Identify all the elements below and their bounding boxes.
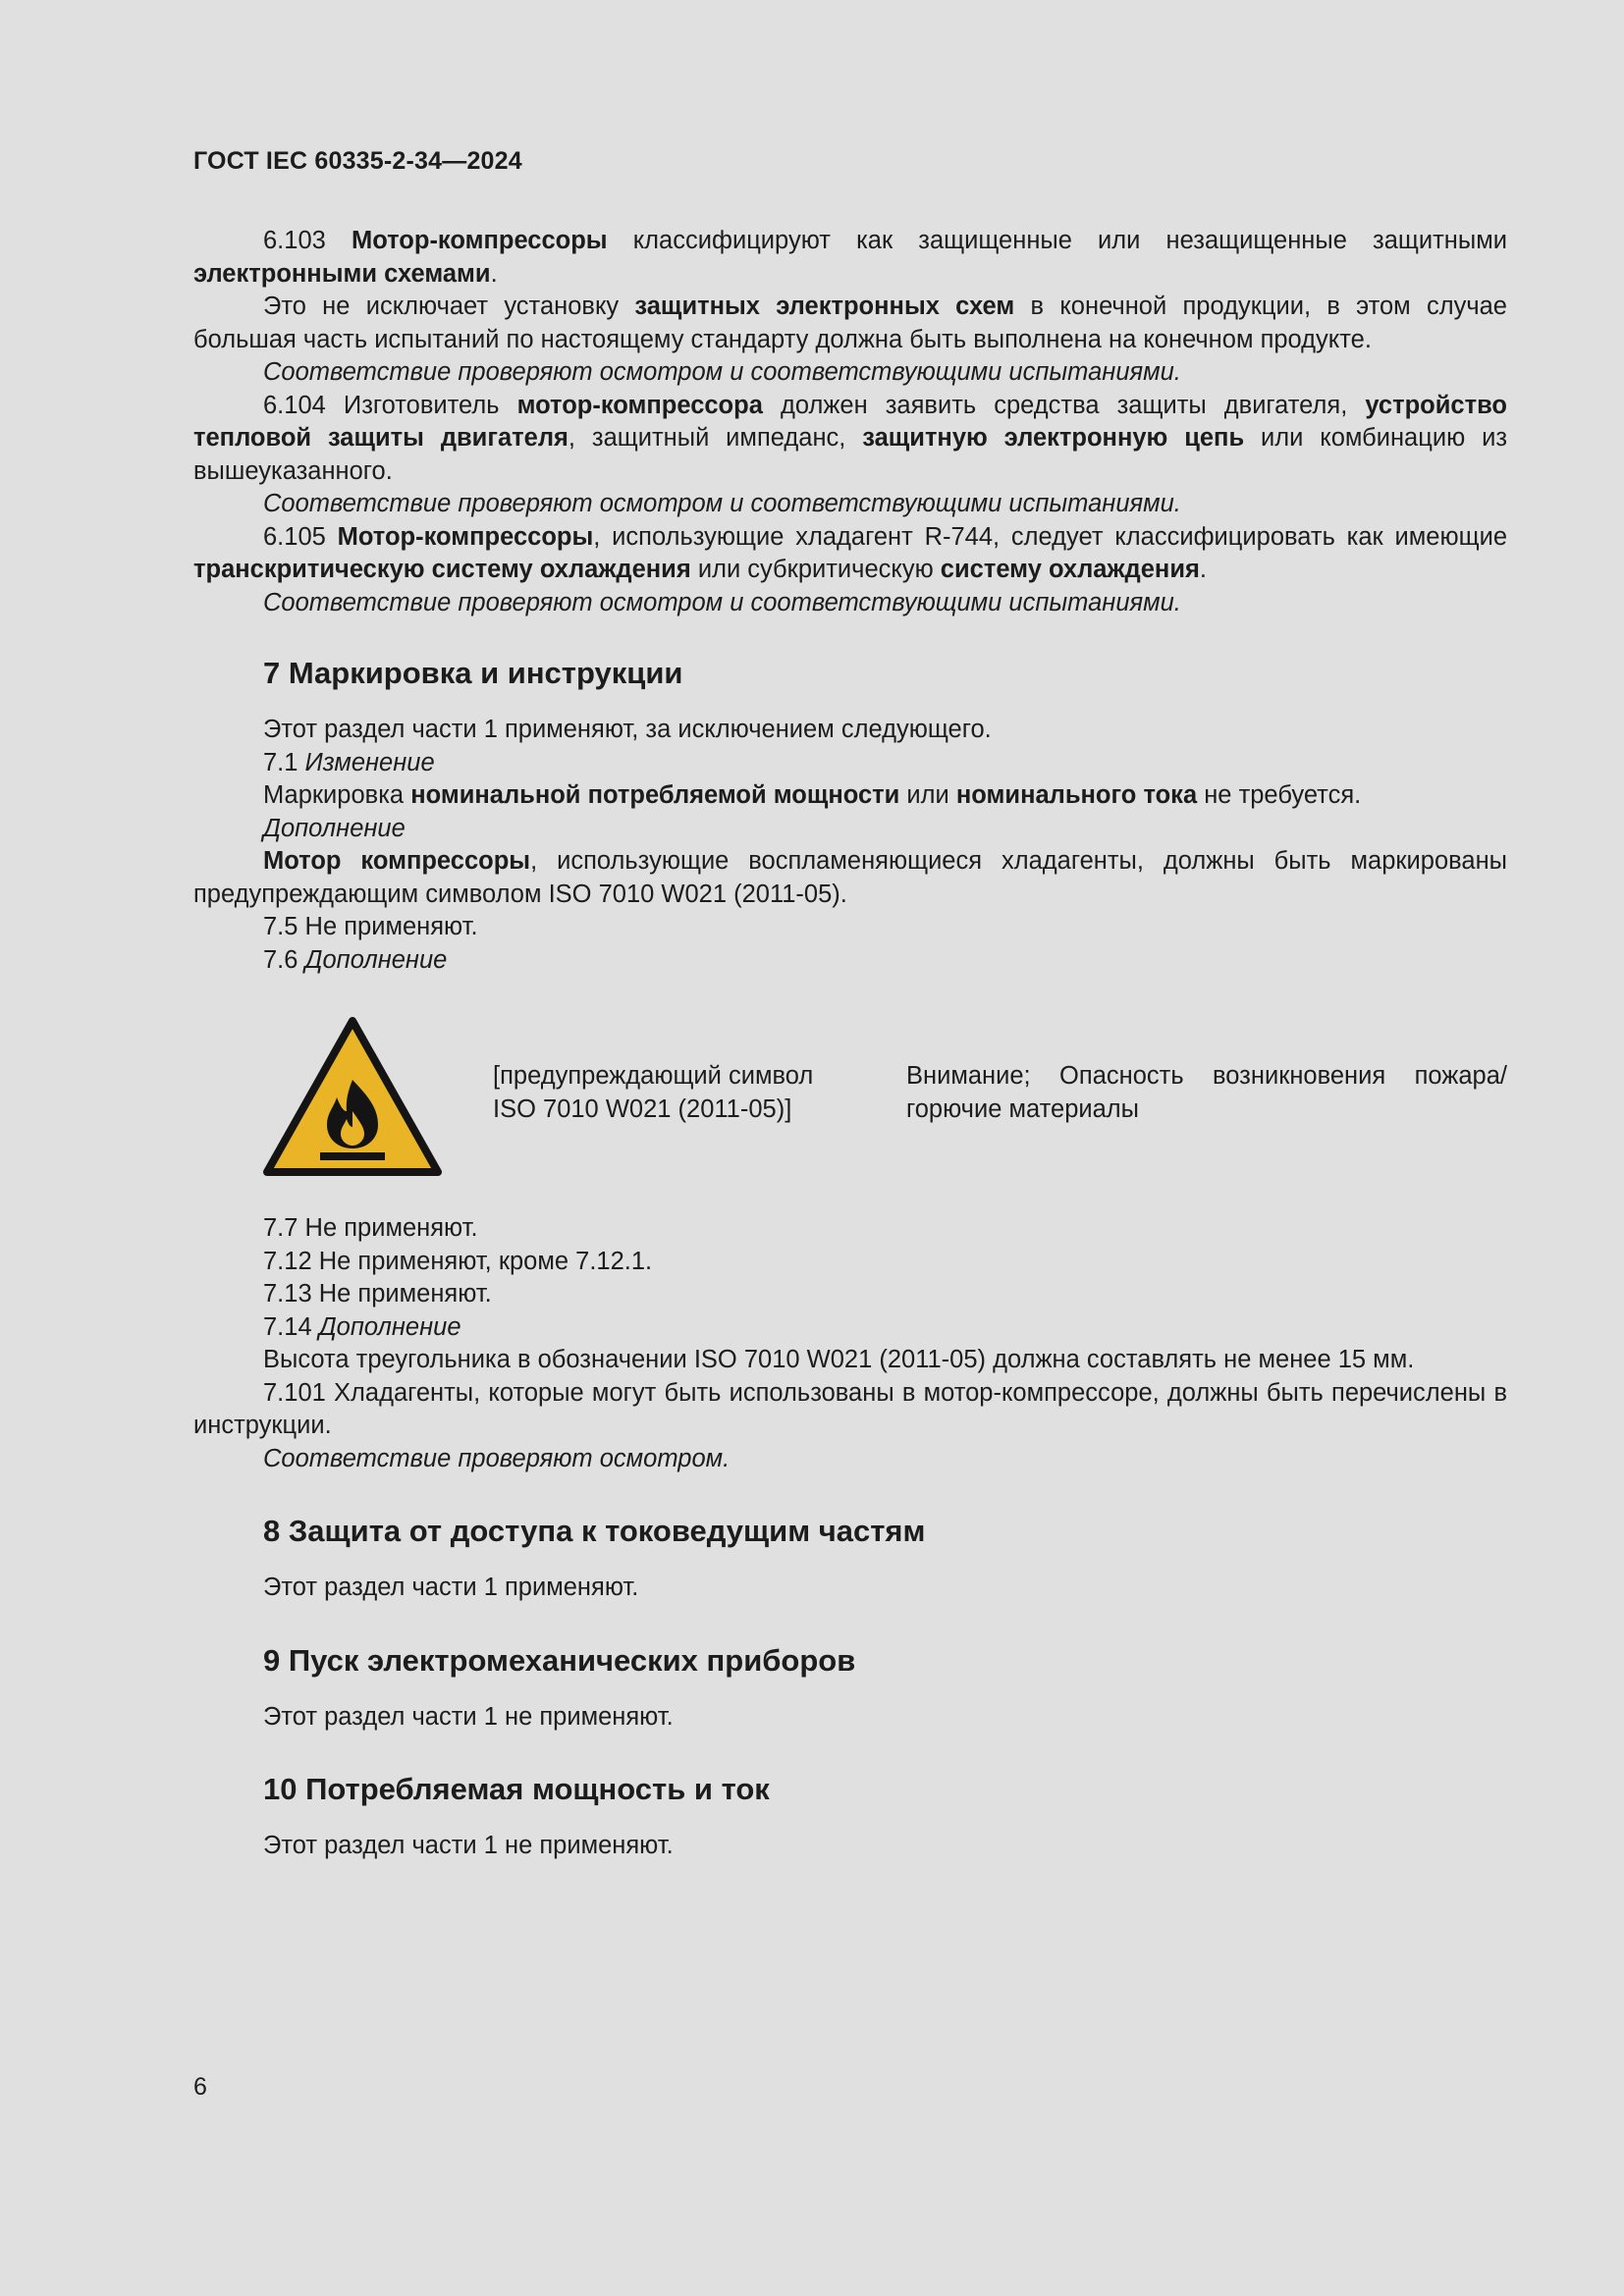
clause-7-12: 7.12 Не применяют, кроме 7.12.1. bbox=[263, 1247, 653, 1275]
paragraph-6-103: 6.103 Мотор-компрессоры классифицируют как защищенные или незащищенные защитными электронными схемами. bbox=[193, 227, 1507, 288]
paragraph-6-104: 6.104 Изготовитель мотор-компрессора должен заявить средства защиты двигателя, устройство тепловой защиты двигателя, защитный импеданс, защитную электронную цепь или комбинацию из вышеуказанного. bbox=[193, 391, 1508, 485]
clause-7-1-motor: Мотор компрессоры, использующие воспламеняющиеся хладагенты, должны быть маркированы предупреждающим символом ISO 7010 W021 (2011-05). bbox=[193, 847, 1507, 908]
clause-7-1-addition: Дополнение bbox=[263, 814, 406, 842]
section-10-heading: 10 Потребляемая мощность и ток bbox=[263, 1772, 770, 1806]
section-8-heading: 8 Защита от доступа к токоведущим частям bbox=[263, 1514, 926, 1548]
section-10-text: Этот раздел части 1 не применяют. bbox=[263, 1832, 674, 1859]
section-8-text: Этот раздел части 1 применяют. bbox=[263, 1574, 639, 1601]
page-content bbox=[193, 225, 1507, 1863]
clause-7-14-height: Высота треугольника в обозначении ISO 7010 W021 (2011-05) должна составлять не менее 15 мм. bbox=[263, 1346, 1415, 1373]
clause-7-14: 7.14 Дополнение bbox=[263, 1312, 461, 1341]
compliance-7-101: Соответствие проверяют осмотром. bbox=[263, 1444, 731, 1472]
section-9-text: Этот раздел части 1 не применяют. bbox=[263, 1702, 674, 1731]
paragraph-6-105: 6.105 Мотор-компрессоры, использующие хладагент R-744, следует классифицировать как имеющие транскритическую систему охлаждения или субкритическую систему охлаждения. bbox=[193, 522, 1507, 583]
clause-7-7: 7.7 Не применяют. bbox=[263, 1214, 478, 1242]
warning-symbol-designation: [предупреждающий символ ISO 7010 W021 (2011-05)] bbox=[493, 1062, 814, 1123]
warning-symbol-meaning: Внимание; Опасность возникновения пожара/ горючие материалы bbox=[906, 1062, 1507, 1123]
clause-7-6: 7.6 Дополнение bbox=[263, 945, 448, 974]
clause-7-101: 7.101 Хладагенты, которые могут быть использованы в мотор-компрессоре, должны быть перечислены в инструкции. bbox=[193, 1378, 1507, 1439]
clause-7-1: 7.1 Изменение bbox=[263, 748, 435, 776]
compliance-6-103: Соответствие проверяют осмотром и соответствующими испытаниями. bbox=[263, 358, 1181, 386]
warning-symbol-row bbox=[193, 1017, 1507, 1178]
clause-7-1-marking: Маркировка номинальной потребляемой мощности или номинального тока не требуется. bbox=[263, 781, 1362, 809]
document-header: ГОСТ IEC 60335-2-34—2024 bbox=[193, 147, 522, 175]
clause-7-5: 7.5 Не применяют. bbox=[263, 913, 478, 940]
section-9-heading: 9 Пуск электромеханических приборов bbox=[263, 1642, 856, 1678]
page-number: 6 bbox=[193, 2073, 207, 2101]
compliance-6-105: Соответствие проверяют осмотром и соответствующими испытаниями. bbox=[263, 588, 1181, 616]
flammable-warning-icon bbox=[263, 1017, 442, 1178]
compliance-6-104: Соответствие проверяют осмотром и соответствующими испытаниями. bbox=[263, 490, 1181, 517]
clause-7-13: 7.13 Не применяют. bbox=[263, 1280, 492, 1308]
section-7-intro: Этот раздел части 1 применяют, за исключением следующего. bbox=[263, 716, 992, 743]
section-7-heading: 7 Маркировка и инструкции bbox=[263, 656, 683, 690]
paragraph-6-103-note: Это не исключает установку защитных электронных схем в конечной продукции, в этом случае большая часть испытаний по настоящему стандарту должна быть выполнена на конечном продукте. bbox=[193, 293, 1507, 353]
